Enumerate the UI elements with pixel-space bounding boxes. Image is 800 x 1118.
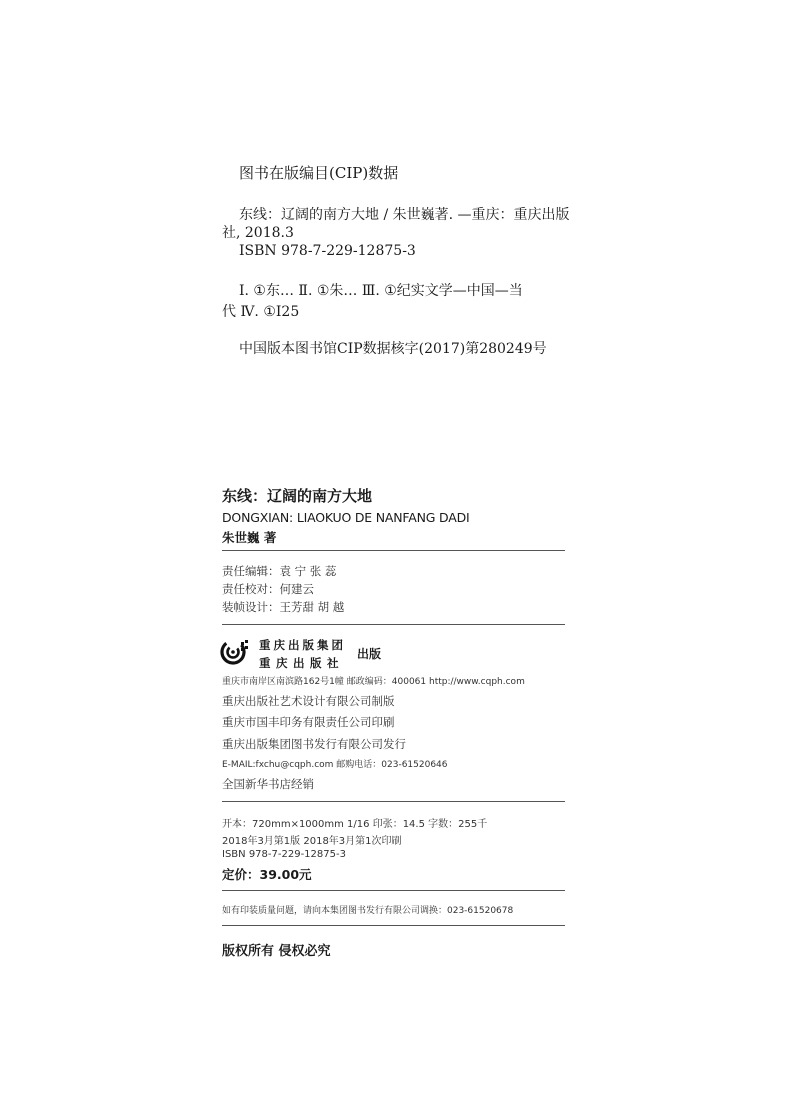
quality-notice: 如有印装质量问题，请向本集团图书发行有限公司调换：023-61520678 <box>222 906 514 916</box>
isbn: ISBN 978-7-229-12875-3 <box>222 849 346 860</box>
publisher-contact: E-MAIL:fxchu@cqph.com 邮购电话：023-61520646 <box>222 760 448 770</box>
format-specs: 开本：720mm×1000mm 1/16 印张：14.5 字数：255千 <box>222 819 488 830</box>
publisher-logo-icon <box>220 637 250 667</box>
author-line: 朱世巍 著 <box>222 530 277 545</box>
divider <box>222 550 565 551</box>
proofreader: 责任校对：何建云 <box>222 582 314 596</box>
cip-bibliographic-line-cont: 社, 2018.3 <box>222 225 294 241</box>
cip-heading: 图书在版编目(CIP)数据 <box>239 164 399 182</box>
copyright-notice: 版权所有 侵权必究 <box>222 944 331 959</box>
publisher-address: 重庆市南岸区南滨路162号1幢 邮政编码：400061 http://www.cqph.com <box>222 677 525 687</box>
book-title: 东线：辽阔的南方大地 <box>222 487 373 505</box>
plate-maker: 重庆出版社艺术设计有限公司制版 <box>222 694 395 708</box>
divider <box>222 890 565 891</box>
printer: 重庆市国丰印务有限责任公司印刷 <box>222 715 395 729</box>
price: 定价：39.00元 <box>222 867 312 882</box>
edition-info: 2018年3月第1版 2018年3月第1次印刷 <box>222 836 402 847</box>
cip-bibliographic-line: 东线：辽阔的南方大地 / 朱世巍著. —重庆：重庆出版 <box>239 207 570 223</box>
divider <box>222 801 565 802</box>
book-title-pinyin: DONGXIAN: LIAOKUO DE NANFANG DADI <box>222 510 470 525</box>
publisher-group-name: 重庆出版集团 <box>259 638 346 652</box>
responsible-editor: 责任编辑：袁 宁 张 蕊 <box>222 564 337 578</box>
publisher-house-name: 重庆出版社 <box>259 656 344 670</box>
seller: 全国新华书店经销 <box>222 777 314 791</box>
distributor: 重庆出版集团图书发行有限公司发行 <box>222 737 406 751</box>
cip-isbn: ISBN 978-7-229-12875-3 <box>239 243 416 259</box>
publish-label: 出版 <box>357 647 382 661</box>
divider <box>222 624 565 625</box>
cip-classification-cont: 代 Ⅳ. ①I25 <box>222 304 300 320</box>
divider <box>222 925 565 926</box>
cip-verification-number: 中国版本图书馆CIP数据核字(2017)第280249号 <box>239 341 547 357</box>
cover-designer: 装帧设计：王芳甜 胡 越 <box>222 600 345 614</box>
cip-classification: Ⅰ. ①东… Ⅱ. ①朱… Ⅲ. ①纪实文学—中国—当 <box>239 283 523 299</box>
